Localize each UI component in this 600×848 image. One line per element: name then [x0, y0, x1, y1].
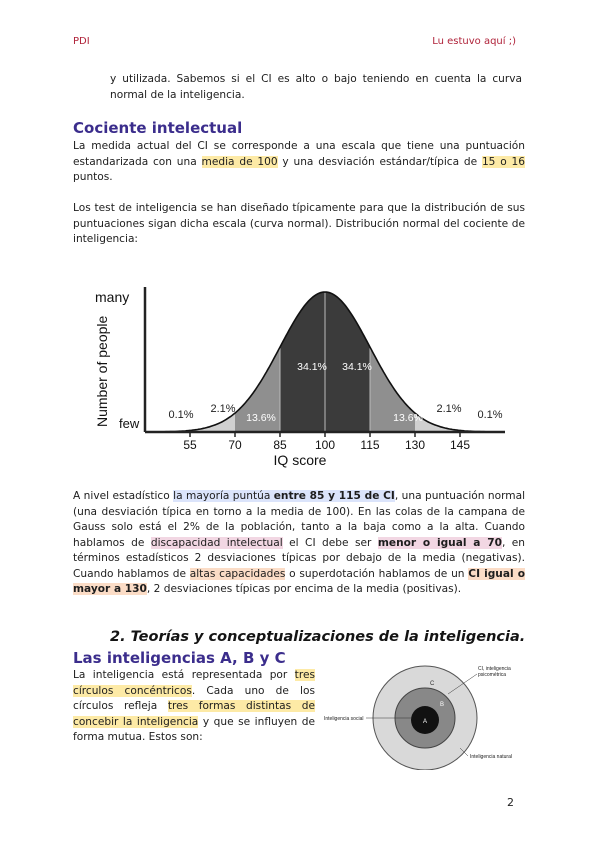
label-ci: CI, inteligencia psicométrica: [478, 666, 511, 678]
x-tick-label-55: 55: [183, 438, 197, 452]
pct-right-13: 13.6%: [393, 412, 423, 424]
label-natural: Inteligencia natural: [470, 754, 512, 760]
x-tick-label-85: 85: [273, 438, 287, 452]
header-left: PDI: [73, 36, 90, 47]
highlight-high-abilities: altas capacidades: [189, 567, 286, 580]
statistics-paragraph: [73, 489, 525, 598]
x-tick-label-70: 70: [228, 438, 242, 452]
pct-left-tail: 0.1%: [168, 409, 194, 421]
label-social: Inteligencia social: [324, 716, 364, 722]
highlight-disability: discapacidad intelectual: [150, 536, 283, 549]
text: , en términos estadísticos 2 desviaciones típicas por debajo de la media (negativas). Cuando hablamos de: [73, 536, 526, 580]
text: o superdotación hablamos de un: [285, 567, 469, 580]
x-tick-label-130: 130: [404, 438, 426, 452]
ci-paragraph-2: Los test de inteligencia se han diseñado típicamente para que la distribución de sus puntuaciones sigan dicha escala (curva normal). Distribución normal del cociente de inteligencia:: [73, 202, 525, 245]
label-ci-wrap: [478, 666, 520, 690]
highlight-three-forms: tres formas distintas de concebir la inteligencia: [73, 700, 315, 728]
y-axis-label: Number of people: [94, 315, 110, 427]
text: La inteligencia está representada por: [73, 669, 295, 681]
section-title-abc: Las inteligencias A, B y C: [73, 649, 286, 667]
pct-left-2: 2.1%: [210, 403, 236, 415]
x-axis-label: IQ score: [273, 452, 327, 468]
highlight-mean: media de 100: [201, 155, 278, 168]
highlight-majority: la mayoría puntúa: [173, 490, 274, 502]
pct-right-tail: 0.1%: [477, 409, 503, 421]
pct-left-34: 34.1%: [297, 361, 327, 373]
pct-right-2: 2.1%: [436, 403, 462, 415]
ci-paragraph-1: [73, 139, 525, 186]
label-c: C: [430, 681, 435, 687]
y-top-label: many: [95, 289, 130, 305]
text: puntos.: [73, 171, 113, 183]
highlight-concentric: tres círculos concéntricos: [73, 669, 315, 697]
abc-paragraph: [73, 668, 315, 746]
text: y una desviación estándar/típica de: [277, 155, 482, 168]
highlight-range: entre 85 y 115 de CI: [273, 490, 395, 502]
highlight-sd: 15 o 16: [481, 155, 525, 168]
pct-right-34: 34.1%: [342, 361, 372, 373]
text: , 2 desviaciones típicas por encima de la media (positivas).: [146, 583, 462, 595]
label-b: B: [440, 702, 445, 708]
x-tick-label-100: 100: [314, 438, 336, 452]
text: el CI debe ser: [282, 536, 378, 549]
highlight-ge130: CI igual o mayor a 130: [73, 567, 525, 595]
text: , una puntuación normal (una desviación típica en torno a la media de 100). En las colas de la campana de Gauss solo está el 2% de la población, tanto a la baja como a la alta. Cuando hablamos de: [73, 490, 526, 549]
header-right: Lu estuvo aquí ;): [432, 36, 516, 47]
iq-normal-distribution-figure: [85, 282, 515, 472]
x-tick-label-115: 115: [360, 438, 380, 452]
abc-circles-figure: [320, 660, 520, 770]
text: y que se influyen de forma mutua. Estos son:: [73, 715, 315, 743]
text: . Cada uno de los círculos refleja: [73, 684, 315, 712]
text: A nivel estadístico: [73, 490, 174, 502]
section-title-ci: Cociente intelectual: [73, 119, 243, 137]
pct-left-13: 13.6%: [246, 412, 276, 424]
page-number: 2: [507, 796, 514, 809]
y-bottom-label: few: [119, 416, 140, 431]
intro-paragraph: y utilizada. Sabemos si el CI es alto o bajo teniendo en cuenta la curva normal de la inteligencia.: [110, 73, 522, 101]
label-a: A: [423, 719, 428, 725]
section-title-theories: 2. Teorías y conceptualizaciones de la inteligencia.: [110, 629, 526, 645]
text: La medida actual del CI se corresponde a una escala que tiene una puntuación estandarizada con una: [73, 140, 525, 168]
x-tick-label-145: 145: [449, 438, 471, 452]
highlight-le70: menor o igual a 70: [377, 536, 502, 549]
